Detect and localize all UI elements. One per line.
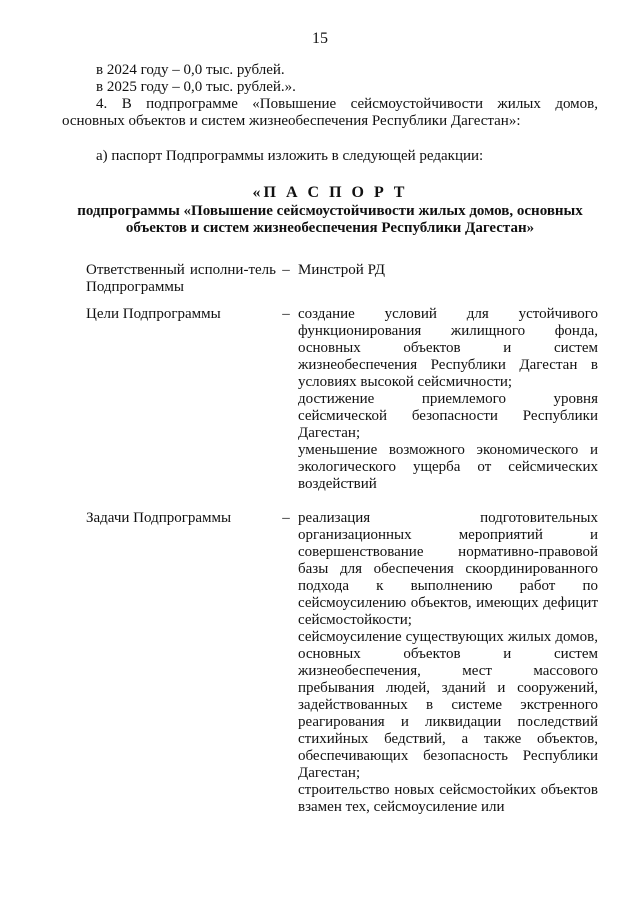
row-value-paragraph: создание условий для устойчивого функционирования жилищного фонда, основных объектов и систем жизнеобеспечения Республики Дагестан в условиях высокой сейсмичности; — [298, 306, 598, 390]
row-dash: – — [282, 306, 290, 322]
row-dash: – — [282, 510, 290, 526]
paragraph-item-4: 4. В подпрограмме «Повышение сейсмоустойчивости жилых домов, основных объектов и систем жизнеобеспечения Республики Дагестан»: — [62, 96, 598, 129]
row-value-paragraph: уменьшение возможного экономического и экологического ущерба от сейсмических воздействий — [298, 442, 598, 492]
paragraph-2025: в 2025 году – 0,0 тыс. рублей.». — [96, 79, 296, 95]
passport-title: «П А С П О Р Т — [252, 184, 408, 201]
row-value-paragraph: Минстрой РД — [298, 262, 386, 278]
row-value-paragraph: сейсмоусиление существующих жилых домов, основных объектов и систем жизнеобеспечения, мест массового пребывания людей, зданий и сооружений, задействованных в системе экстренного реагирования и ликвидации последствий стихийных бедствий, а также объектов, обеспечивающих безопасность Республики Дагестан; — [298, 629, 598, 781]
paragraph-2024: в 2024 году – 0,0 тыс. рублей. — [96, 62, 285, 78]
row-dash: – — [282, 262, 290, 278]
page-number: 15 — [312, 30, 328, 47]
row-value-paragraph: реализация подготовительных организационных мероприятий и совершенствование нормативно-правовой базы для обеспечения скоординированного подхода к выполнению работ по сейсмоусилению объектов, имеющих дефицит сейсмостойкости; — [298, 510, 598, 628]
passport-subtitle: подпрограммы «Повышение сейсмоустойчивости жилых домов, основных объектов и систем жизнеобеспечения Республики Дагестан» — [77, 203, 583, 236]
row-value — [298, 262, 598, 279]
paragraph-item-a: а) паспорт Подпрограммы изложить в следующей редакции: — [96, 148, 484, 164]
row-value-paragraph: достижение приемлемого уровня сейсмической безопасности Республики Дагестан; — [298, 391, 598, 441]
row-value-paragraph: строительство новых сейсмостойких объектов взамен тех, сейсмоусиление или — [298, 782, 598, 815]
row-value — [298, 510, 598, 816]
row-label: Задачи Подпрограммы — [86, 510, 232, 526]
row-label: Ответственный исполни-тель Подпрограммы — [86, 262, 276, 295]
row-value — [298, 306, 598, 493]
row-label: Цели Подпрограммы — [86, 306, 221, 322]
